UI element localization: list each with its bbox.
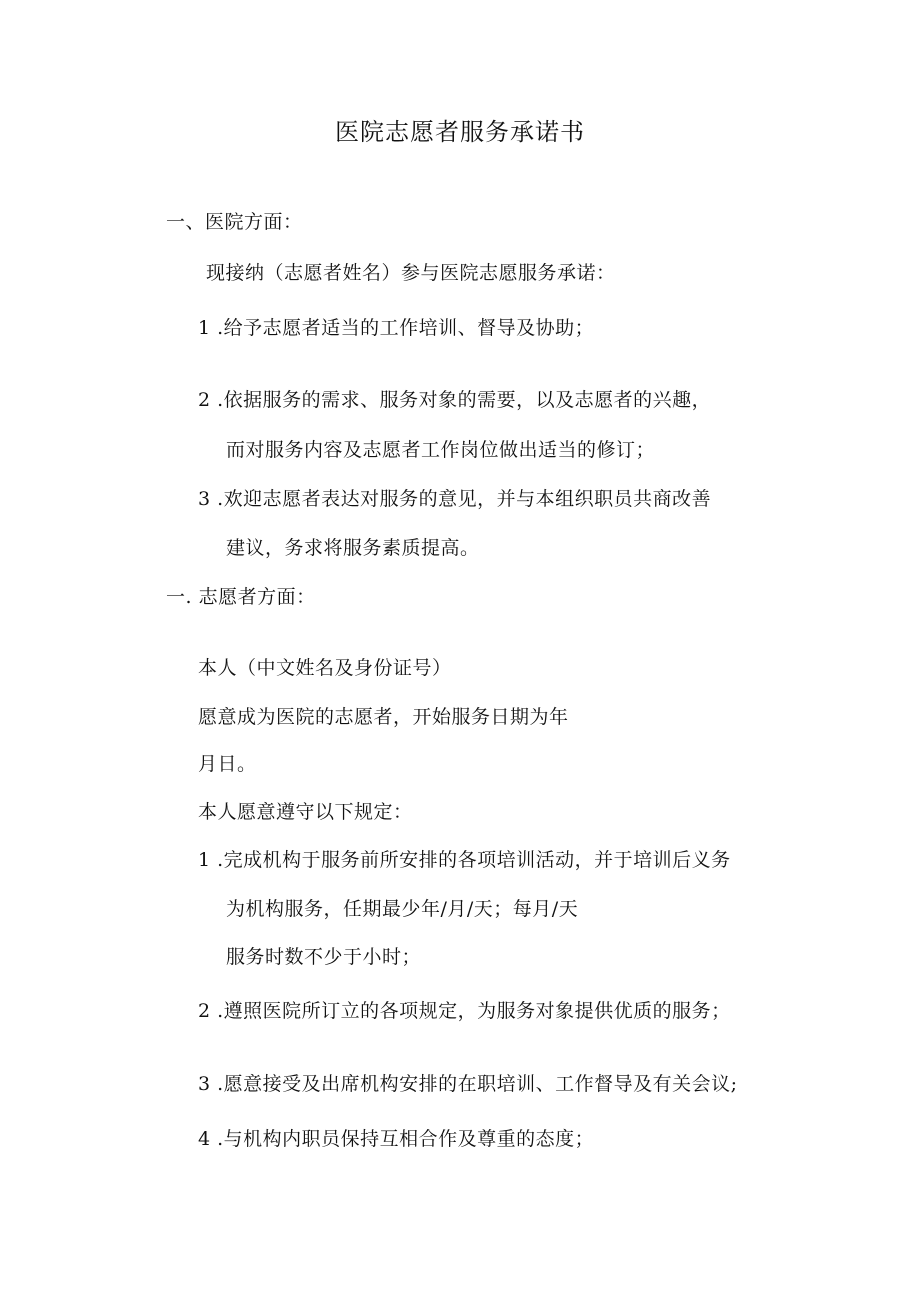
volunteer-line-4: 本人愿意遵守以下规定： xyxy=(198,801,413,823)
hospital-intro: 现接纳（志愿者姓名）参与医院志愿服务承诺： xyxy=(206,262,616,284)
volunteer-item-1-line-3: 服务时数不少于小时； xyxy=(226,946,422,968)
volunteer-item-2: 2 .遵照医院所订立的各项规定，为服务对象提供优质的服务； xyxy=(198,1000,731,1022)
volunteer-line-3: 月日。 xyxy=(198,753,257,775)
volunteer-line-1: 本人（中文姓名及身份证号） xyxy=(198,657,452,679)
volunteer-item-3: 3 .愿意接受及出席机构安排的在职培训、工作督导及有关会议; xyxy=(198,1073,738,1095)
volunteer-item-4: 4 .与机构内职员保持互相合作及尊重的态度； xyxy=(198,1128,595,1150)
volunteer-item-1-line-2: 为机构服务，任期最少年/月/天；每月/天 xyxy=(226,898,579,920)
hospital-section-heading: 一、医院方面： xyxy=(166,211,303,233)
volunteer-section-heading: 一. 志愿者方面： xyxy=(166,586,316,608)
hospital-item-3-line-2: 建议，务求将服务素质提高。 xyxy=(226,537,480,559)
document-title: 医院志愿者服务承诺书 xyxy=(335,118,585,146)
hospital-item-2-line-2: 而对服务内容及志愿者工作岗位做出适当的修订； xyxy=(226,439,656,461)
volunteer-item-1-line-1: 1 .完成机构于服务前所安排的各项培训活动，并于培训后义务 xyxy=(198,849,731,871)
hospital-item-3-line-1: 3 .欢迎志愿者表达对服务的意见，并与本组织职员共商改善 xyxy=(198,488,712,510)
hospital-item-1: 1 .给予志愿者适当的工作培训、督导及协助； xyxy=(198,317,595,339)
volunteer-line-2: 愿意成为医院的志愿者，开始服务日期为年 xyxy=(198,706,569,728)
hospital-item-2-line-1: 2 .依据服务的需求、服务对象的需要，以及志愿者的兴趣， xyxy=(198,389,712,411)
